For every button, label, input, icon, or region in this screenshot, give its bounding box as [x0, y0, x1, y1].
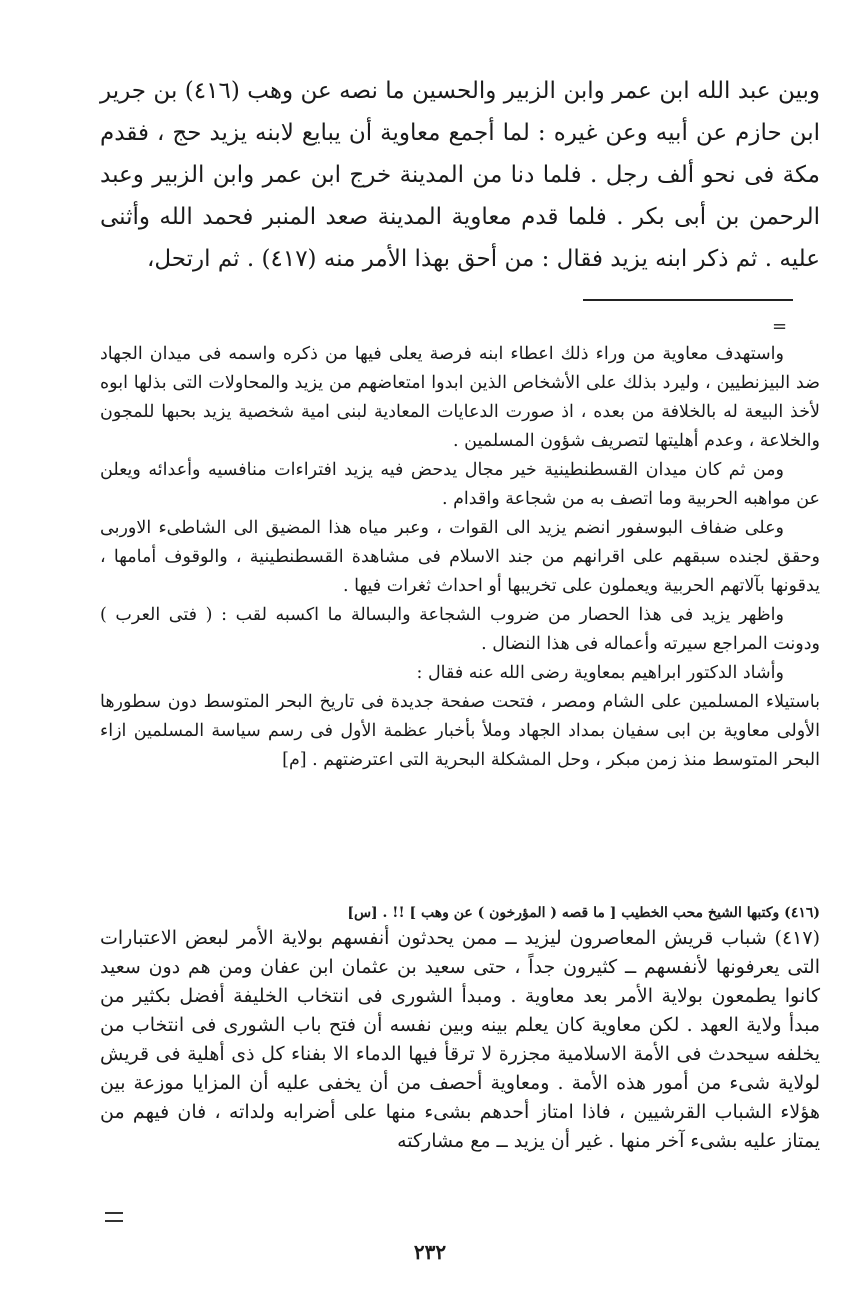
- footnote-416: (٤١٦) وكتبها الشيخ محب الخطيب [ ما قصه ( المؤرخون ) عن وهب ] !! . [س]: [347, 905, 820, 921]
- commentary-paragraph: ومن ثم كان ميدان القسطنطينية خير مجال يدحض فيه يزيد افتراءات منافسيه وأعدائه ويعلن عن مواهبه الحربية وما اتصف به من شجاعة واقدام .: [100, 460, 820, 509]
- continuation-marker: =: [772, 316, 788, 337]
- main-text-block: [100, 70, 820, 280]
- footnote-417: (٤١٧) شباب قريش المعاصرون ليزيد ــ ممن يحدثون أنفسهم بولاية الأمر لبعض الاعتبارات التى يعرفونها لأنفسهم ــ كثيرون جداً ، حتى سعيد بن عثمان ابن عفان ومن هم دون سعيد كانوا يطمعون بولاية الأمر بعد معاوية . ومبدأ الشورى فى انتخاب الخليفة أفضل بكثير من مبدأ ولاية العهد . لكن معاوية كان يعلم بينه وبين نفسه أن فتح باب الشورى فى انتخاب من يخلفه سيحدث فى الأمة الاسلامية مجزرة لا ترقأ فيها الدماء الا بفناء كل ذى أهلية فى قريش لولاية شىء من أمور هذه الأمة . ومعاوية أحصف من أن يخفى عليه أن المزايا موزعة بين هؤلاء الشباب القرشيين ، فاذا امتاز أحدهم بشىء منها على أضرابه ولداته ، فان فيهم من يمتاز عليه بشىء آخر منها . غير أن يزيد ــ مع مشاركته: [100, 927, 820, 1152]
- page-number: ٢٣٢: [413, 1240, 447, 1264]
- footnote-divider: [583, 299, 793, 301]
- footnote-commentary: [100, 340, 820, 775]
- continuation-mark-icon: [105, 1212, 123, 1222]
- commentary-paragraph: وعلى ضفاف البوسفور انضم يزيد الى القوات ، وعبر مياه هذا المضيق الى الشاطىء الاوربى وحقق لجنده سبقهم على اقرانهم من جند الاسلام فى مشاهدة القسطنطينية ، والوقوف أمامها ، يدقونها بآلاتهم الحربية ويعملون على تخريبها أو احداث ثغرات فيها .: [100, 518, 820, 596]
- commentary-paragraph: واستهدف معاوية من وراء ذلك اعطاء ابنه فرصة يعلى فيها من ذكره واسمه فى ميدان الجهاد ضد البيزنطيين ، وليرد بذلك على الأشخاص الذين ابدوا امتعاضهم من يزيد والمحاولات التى بذلها ابوه لأخذ البيعة له بالخلافة من بعده ، اذ صورت الدعايات المعادية لبنى امية شخصية يزيد بحبها للمجون والخلاعة ، وعدم أهليتها لتصريف شؤون المسلمين .: [100, 344, 820, 451]
- commentary-paragraph: واظهر يزيد فى هذا الحصار من ضروب الشجاعة والبسالة ما اكسبه لقب : ( فتى العرب ) ودونت المراجع سيرته وأعماله فى هذا النضال .: [100, 605, 820, 654]
- commentary-paragraph: وأشاد الدكتور ابراهيم بمعاوية رضى الله عنه فقال :: [416, 663, 784, 683]
- main-paragraph: وبين عبد الله ابن عمر وابن الزبير والحسين ما نصه عن وهب (٤١٦) بن جرير ابن حازم عن أبيه وعن غيره : لما أجمع معاوية أن يبايع لابنه يزيد حج ، فقدم مكة فى نحو ألف رجل . فلما دنا من المدينة خرج ابن عمر وابن الزبير وعبد الرحمن بن أبى بكر . فلما قدم معاوية المدينة صعد المنبر فحمد الله وأثنى عليه . ثم ذكر ابنه يزيد فقال : من أحق بهذا الأمر منه (٤١٧) . ثم ارتحل،: [100, 78, 820, 272]
- footnotes: [100, 902, 820, 1156]
- commentary-quote: باستيلاء المسلمين على الشام ومصر ، فتحت صفحة جديدة فى تاريخ البحر المتوسط دون سطورها الأولى معاوية بن ابى سفيان بمداد الجهاد وملأ بأخبار عظمة الأول فى رسم سياسة المسلمين ازاء البحر المتوسط منذ زمن مبكر ، وحل المشكلة البحرية التى اعترضتهم . [م]: [100, 692, 820, 770]
